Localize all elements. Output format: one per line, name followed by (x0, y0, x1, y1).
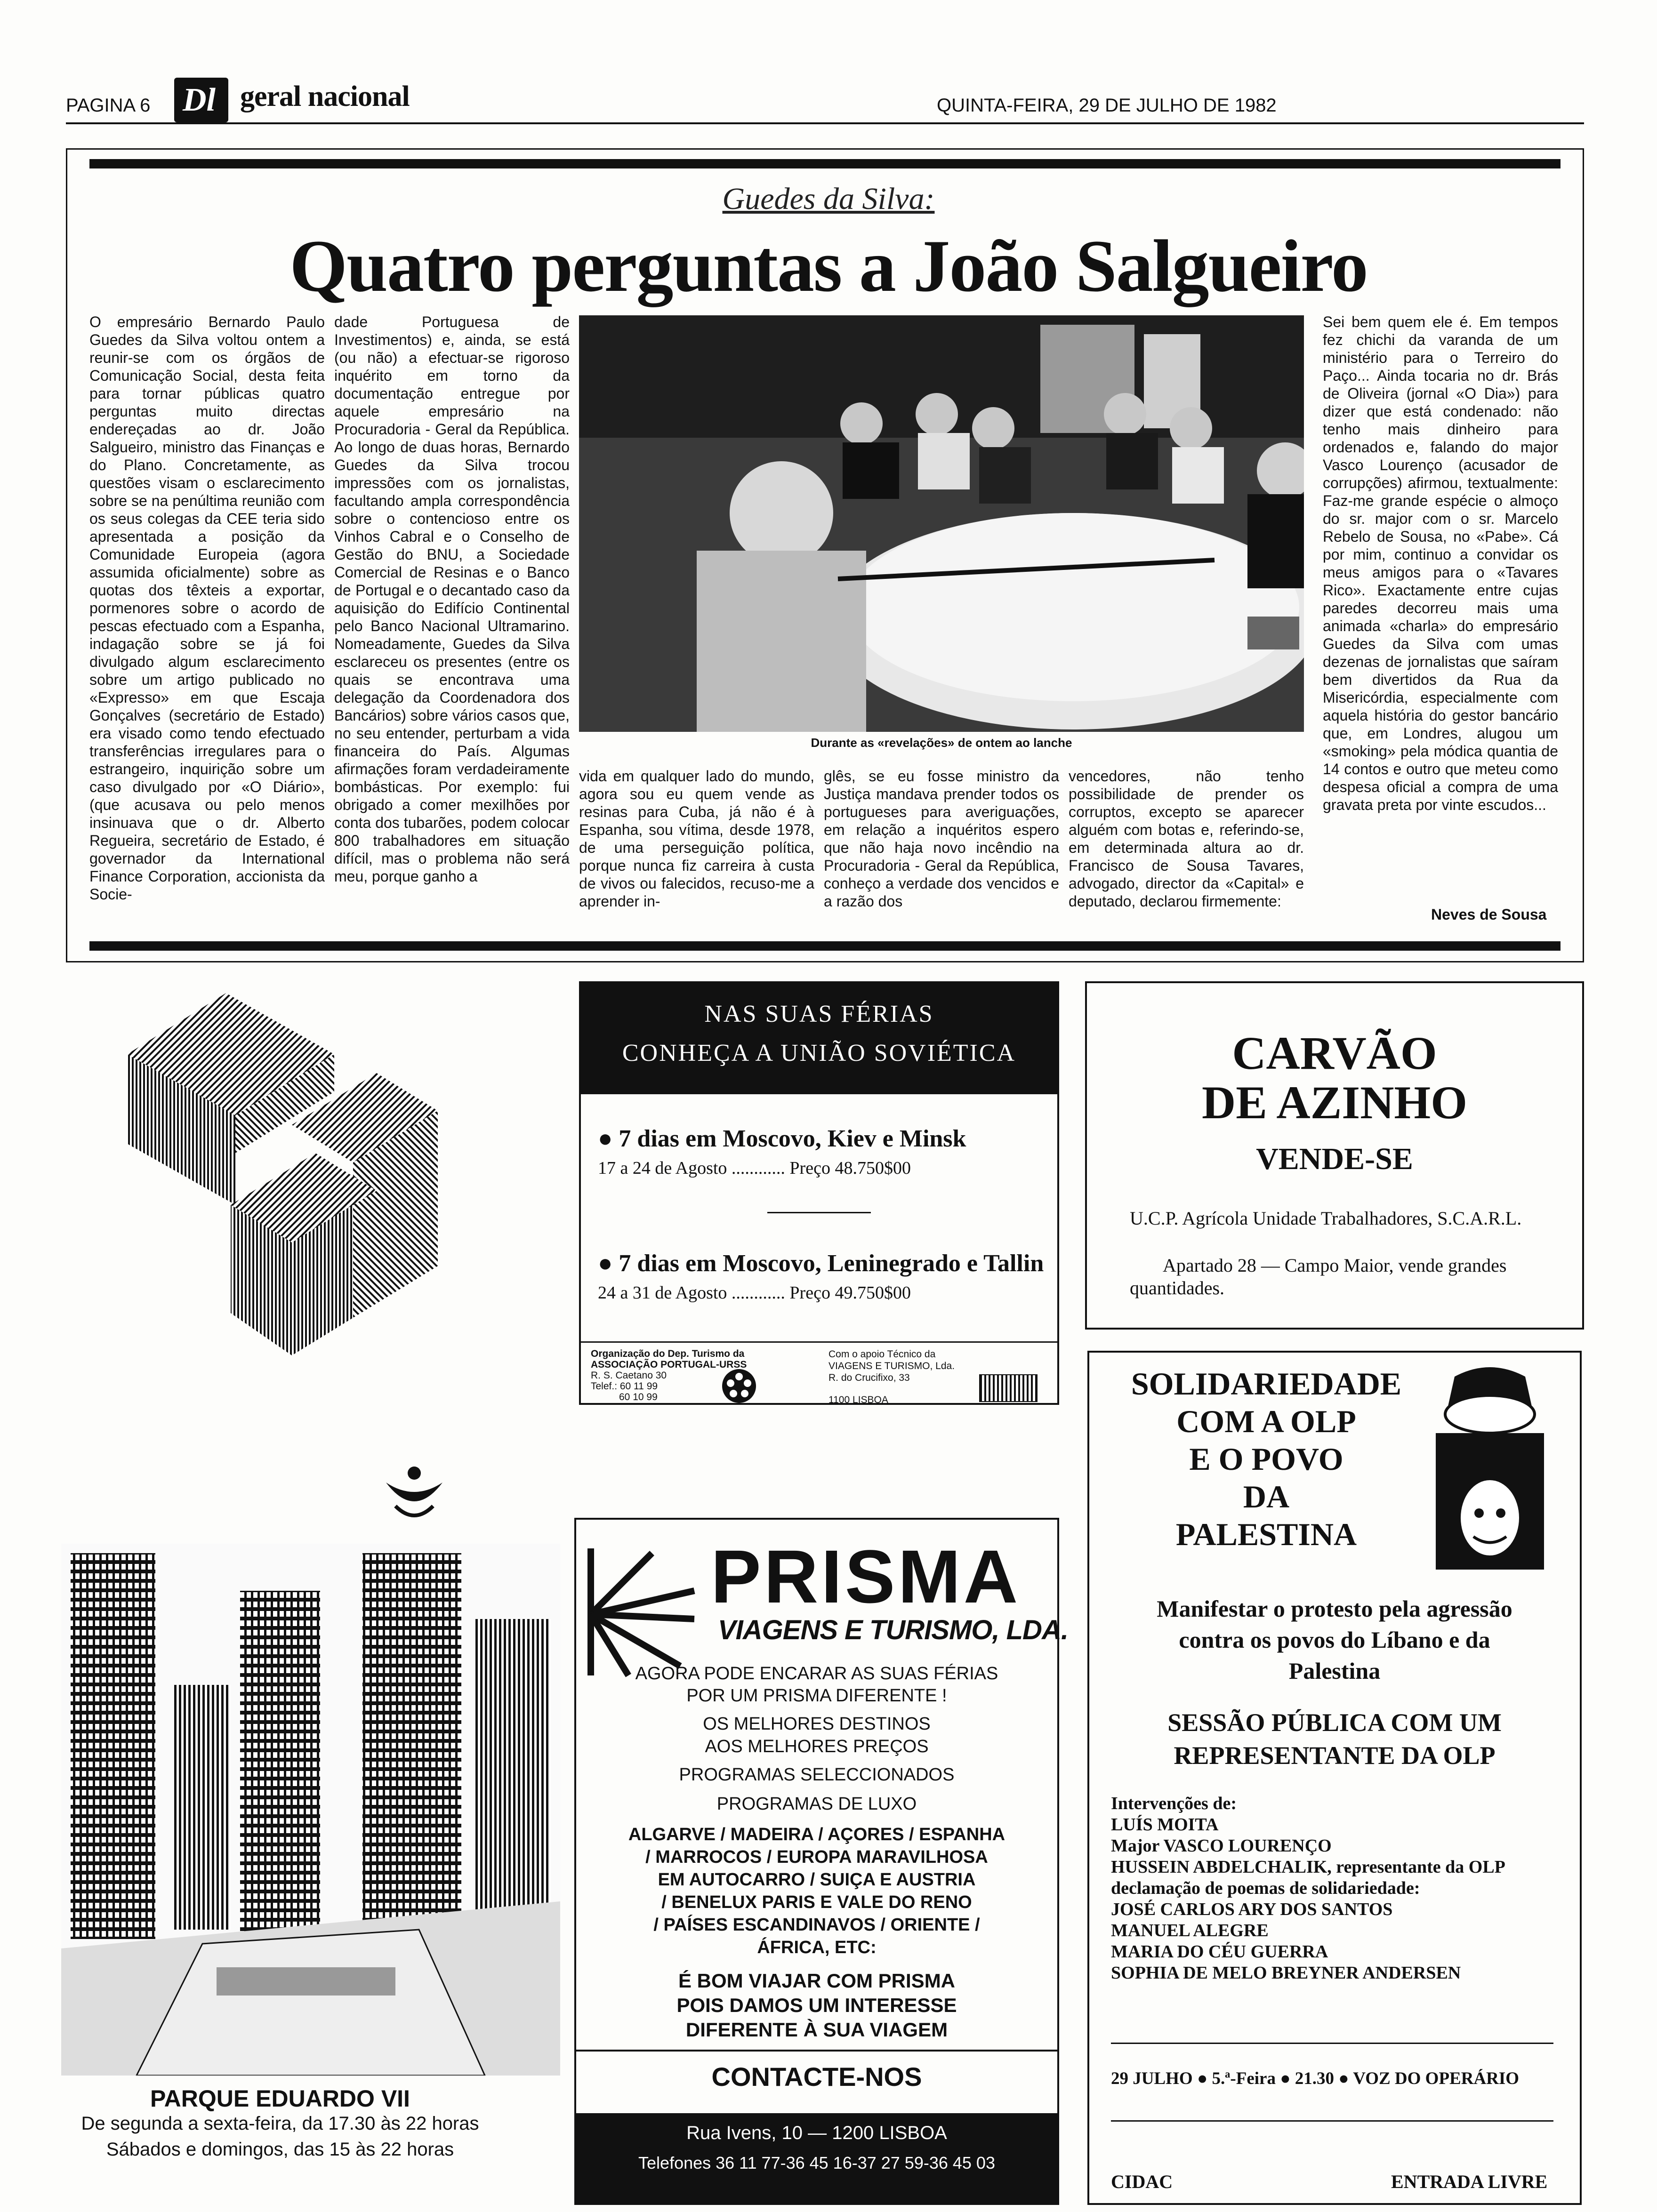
prisma-brand: PRISMA (711, 1534, 1021, 1619)
olp-heading (1106, 1365, 1426, 1553)
municipal-emblem-icon (377, 1454, 452, 1530)
olp-speaker-3: HUSSEIN ABDELCHALIK, representante da OLP (1111, 1857, 1505, 1877)
prisma-sunburst-logo (577, 1539, 699, 1680)
olp-poems-label: declamação de poemas de solidariedade: (1111, 1878, 1420, 1898)
article-top-bar (89, 159, 1560, 168)
ussr-sup-line-1: Com o apoio Técnico da (828, 1349, 936, 1360)
ussr-trip-2-title: ● 7 dias em Moscovo, Leninegrado e Tallin (598, 1250, 1044, 1277)
prisma-subtitle: VIAGENS E TURISMO, LDA. (718, 1615, 1068, 1645)
olp-event-when: 29 JULHO ● 5.ª-Feira ● 21.30 ● VOZ DO OPERÁRIO (1111, 2069, 1520, 2088)
olp-protest (1087, 1593, 1582, 1686)
section-title: geral nacional (240, 80, 410, 112)
issue-date: QUINTA-FEIRA, 29 DE JULHO DE 1982 (937, 95, 1277, 116)
ussr-sup-line-2: VIAGENS E TURISMO, Lda. (828, 1361, 955, 1371)
article-kicker: Guedes da Silva: (722, 182, 935, 216)
carvao-body-2: Apartado 28 — Campo Maior, vende grandes quantidades. (1130, 1255, 1507, 1298)
meeting-photo-illustration (579, 315, 1304, 732)
article-column-3: vida em qualquer lado do mundo, agora sou eu quem vende as resinas para Cuba, já não é à Espanha, sou vítima, desde 1978, de uma perseguição política, porque nunca fiz carreira à custa de vivos ou falecidos, recuso-me a aprender in- (579, 768, 814, 910)
prisma-address: Rua Ivens, 10 — 1200 LISBOA (686, 2123, 947, 2143)
olp-speaker-2: Major VASCO LOURENÇO (1111, 1836, 1332, 1856)
prisma-destinations-1: ALGARVE / MADEIRA / AÇORES / ESPANHA (628, 1825, 1005, 1844)
parque-weekend-hours: Sábados e domingos, das 15 às 22 horas (106, 2139, 454, 2160)
carvao-title-1: CARVÃO (1232, 1027, 1437, 1079)
ussr-ad-header (579, 981, 1059, 1094)
prisma-destinations-2: / MARROCOS / EUROPA MARAVILHOSA (645, 1847, 988, 1867)
olp-protest-3: Palestina (1288, 1658, 1381, 1684)
article-column-6: Sei bem quem ele é. Em tempos fez chichi da varanda de um ministério para o Terreiro do Paço... Ainda tocaria no dr. Brás de Oliveira (jornal «O Dia») para dizer que está condenado: não tenho mais dinheiro para ordenados e, falando do major Vasco Lourenço (acusador de corrupções) afirmou, textualmente: Faz-me grande espécie o almoço do sr. major com o sr. Marcelo Rebelo de Sousa, no «Pabe». Cá por mim, continuo a convidar os meus amigos para o «Tavares Rico». Exactamente entre cujas paredes decorreu mais uma animada «charla» do empresário Guedes da Silva com umas dezenas de jornalistas que saíram bem divertidos da Rua da Misericórdia, especialmente com aquela história do gestor bancário que, em Londres, alugou um «smoking» pela módica quantia de 14 contos e outro que meteu como despesa oficial a compra de uma gravata preta por vinte escudos... (1323, 313, 1558, 813)
olp-heading-2: COM A OLP (1176, 1403, 1356, 1439)
ussr-heading-1: NAS SUAS FÉRIAS (704, 1001, 934, 1027)
carvao-subtitle: VENDE-SE (1256, 1142, 1413, 1176)
parque-title: PARQUE EDUARDO VII (150, 2085, 410, 2112)
article-column-4: glês, se eu fosse ministro da Justiça mandava prender todos os portugueses para averiguações, em relação a inquéritos espero que não haja novo incêndio na Procuradoria - Geral da República, conheço a verdade dos vencidos e a razão dos (824, 768, 1059, 910)
article-byline: Neves de Sousa (1431, 906, 1547, 923)
prisma-line-6: PROGRAMAS DE LUXO (716, 1794, 917, 1814)
ussr-org-line-1: Organização do Dep. Turismo da (591, 1348, 745, 1359)
prisma-slogan-3: DIFERENTE À SUA VIAGEM (685, 2019, 948, 2041)
ussr-org-line-3: R. S. Caetano 30 (591, 1370, 667, 1381)
olp-poet-1: JOSÉ CARLOS ARY DOS SANTOS (1111, 1899, 1393, 1919)
olp-protest-1: Manifestar o protesto pela agressão (1157, 1595, 1512, 1622)
ussr-org-line-2: ASSOCIAÇÃO PORTUGAL-URSS (591, 1359, 747, 1370)
travel-agency-logo (979, 1374, 1038, 1402)
article-bottom-bar (89, 941, 1560, 951)
prisma-slogan-2: POIS DAMOS UM INTERESSE (676, 1994, 957, 2016)
article-photo (579, 315, 1304, 732)
city-tower-illustration (61, 1544, 560, 2076)
prisma-destinations-4: / BENELUX PARIS E VALE DO RENO (661, 1892, 972, 1912)
olp-poet-4: SOPHIA DE MELO BREYNER ANDERSEN (1111, 1963, 1461, 1983)
prisma-destinations-5: / PAÍSES ESCANDINAVOS / ORIENTE / (653, 1915, 980, 1935)
prisma-line-2: POR UM PRISMA DIFERENTE ! (686, 1686, 947, 1706)
ussr-org-line-5: 60 10 99 (619, 1392, 658, 1403)
prisma-line-5: PROGRAMAS SELECCIONADOS (679, 1765, 955, 1785)
olp-session-2: REPRESENTANTE DA OLP (1174, 1741, 1496, 1770)
olp-organizer: CIDAC (1111, 2171, 1173, 2192)
prisma-destinations-6: ÁFRICA, ETC: (757, 1938, 877, 1957)
prisma-phones: Telefones 36 11 77-36 45 16-37 27 59-36 45 03 (638, 2153, 995, 2172)
article-column-2: dade Portuguesa de Investimentos) e, ainda, se está (ou não) a efectuar-se rigoroso inquérito em torno da documentação entregue por aquele empresário na Procuradoria - Geral da República. Ao longo de duas horas, Bernardo Guedes da Silva trocou impressões com os jornalistas, facultando ampla correspondência sobre o contencioso entre os Vinhos Cabral e o Conselho de Gestão do BNU, a Sociedade Comercial de Resinas e o Banco de Portugal e o decantado caso da aquisição do Edifício Continental pelo Banco Nacional Ultramarino. Nomeadamente, Guedes da Silva esclareceu os presentes (entre os quais se encontrava uma delegação da Coordenadora dos Bancários) sobre vários casos que, no seu entender, perturbam a vida financeira do País. Algumas afirmações foram verdadeiramente bombásticas. Por exemplo: fui obrigado a comer mexilhões por conta dos tubarões, podem colocar 800 trabalhadores em situação difícil, mas o problema não será meu, porque ganho a (334, 313, 570, 885)
page-number: PAGINA 6 (66, 95, 151, 116)
olp-rule-2 (1111, 2120, 1553, 2122)
olp-heading-5: PALESTINA (1175, 1516, 1357, 1552)
prisma-contact: CONTACTE-NOS (711, 2062, 922, 2092)
ussr-sup-line-3: R. do Crucifixo, 33 (828, 1372, 910, 1383)
olp-rule-1 (1111, 2043, 1553, 2044)
prisma-destinations-3: EM AUTOCARRO / SUIÇA E AUSTRIA (658, 1870, 976, 1890)
olp-heading-3: E O POVO (1189, 1441, 1343, 1477)
ussr-trip-1-title: ● 7 dias em Moscovo, Kiev e Minsk (598, 1125, 966, 1152)
cube-sculpture-artwork (113, 984, 442, 1360)
ussr-sup-line-4: 1100 LISBOA (828, 1395, 888, 1405)
olp-speakers (1111, 1793, 1572, 1984)
ussr-heading-2: CONHEÇA A UNIÃO SOVIÉTICA (622, 1040, 1016, 1066)
prisma-line-3: OS MELHORES DESTINOS (703, 1714, 931, 1734)
parque-weekday-hours: De segunda a sexta-feira, da 17.30 às 22 horas (81, 2113, 479, 2134)
carvao-body-1: U.C.P. Agrícola Unidade Trabalhadores, S.C.A.R.L. (1130, 1208, 1522, 1229)
article-headline: Quatro perguntas a João Salgueiro (290, 225, 1367, 307)
prisma-line-4: AOS MELHORES PREÇOS (705, 1737, 929, 1756)
ussr-divider (767, 1212, 871, 1213)
olp-free-entry: ENTRADA LIVRE (1391, 2171, 1548, 2192)
article-column-1: O empresário Bernardo Paulo Guedes da Silva voltou ontem a reunir-se com os órgãos de Comunicação Social, desta feita para tornar públicas quatro perguntas muito directas endereçadas ao dr. João Salgueiro, ministro das Finanças e do Plano. Concretamente, as questões visam o esclarecimento sobre se na penúltima reunião com os seus colegas da CEE teria sido apresentada a posição da Comunidade Europeia (agora assumida oficialmente) sobre as quotas dos têxteis a exportar, pormenores sobre o acordo de pescas efectuado com a Espanha, indagação sobre se já foi divulgado algum esclarecimento sobre um artigo publicado no «Expresso» em que Escaja Gonçalves (secretário de Estado) era visado como tendo efectuado transferências irregulares para o estrangeiro, inquirição sobre um caso divulgado por «O Diário», (que acusava ou pelo menos insinuava que o dr. Alberto Regueira, secretário de Estado, é governador da International Finance Corporation, accionista da Socie- (89, 313, 325, 903)
olp-session (1087, 1706, 1582, 1772)
masthead-rule (66, 122, 1584, 124)
olp-heading-4: DA (1243, 1479, 1290, 1515)
article-column-5: vencedores, não tenho possibilidade de prender os corruptos, excepto se aparecer alguém com botas e, referindo-se, em determinada altura ao dr. Francisco de Sousa Tavares, advogado, director da «Capital» e deputado, declarou firmemente: (1069, 768, 1304, 910)
prisma-slogan-1: É BOM VIAJAR COM PRISMA (678, 1970, 956, 1992)
carvao-title-2: DE AZINHO (1201, 1076, 1467, 1129)
olp-session-1: SESSÃO PÚBLICA COM UM (1167, 1708, 1502, 1737)
ussr-supporter (828, 1348, 955, 1406)
olp-poet-2: MANUEL ALEGRE (1111, 1921, 1269, 1940)
olp-heading-1: SOLIDARIEDADE (1131, 1366, 1402, 1402)
ussr-footer-rule (579, 1341, 1059, 1343)
olp-protest-2: contra os povos do Líbano e da (1179, 1627, 1490, 1653)
newspaper-logo: Dl (174, 78, 228, 122)
palestinian-figure-artwork (1426, 1362, 1553, 1574)
prisma-divider (574, 2050, 1059, 2052)
photo-caption: Durante as «revelações» de ontem ao lanche (811, 736, 1072, 750)
olp-poet-3: MARIA DO CÉU GUERRA (1111, 1942, 1328, 1962)
flower-logo-icon (720, 1367, 758, 1405)
olp-speakers-label: Intervenções de: (1111, 1794, 1237, 1813)
ussr-trip-1-detail: 17 a 24 de Agosto ............ Preço 48.750$00 (598, 1158, 911, 1178)
olp-speaker-1: LUÍS MOITA (1111, 1815, 1219, 1835)
prisma-line-1: AGORA PODE ENCARAR AS SUAS FÉRIAS (635, 1664, 998, 1683)
ussr-trip-2-detail: 24 a 31 de Agosto ............ Preço 49.750$00 (598, 1283, 911, 1303)
ussr-org-line-4: Telef.: 60 11 99 (591, 1381, 658, 1392)
